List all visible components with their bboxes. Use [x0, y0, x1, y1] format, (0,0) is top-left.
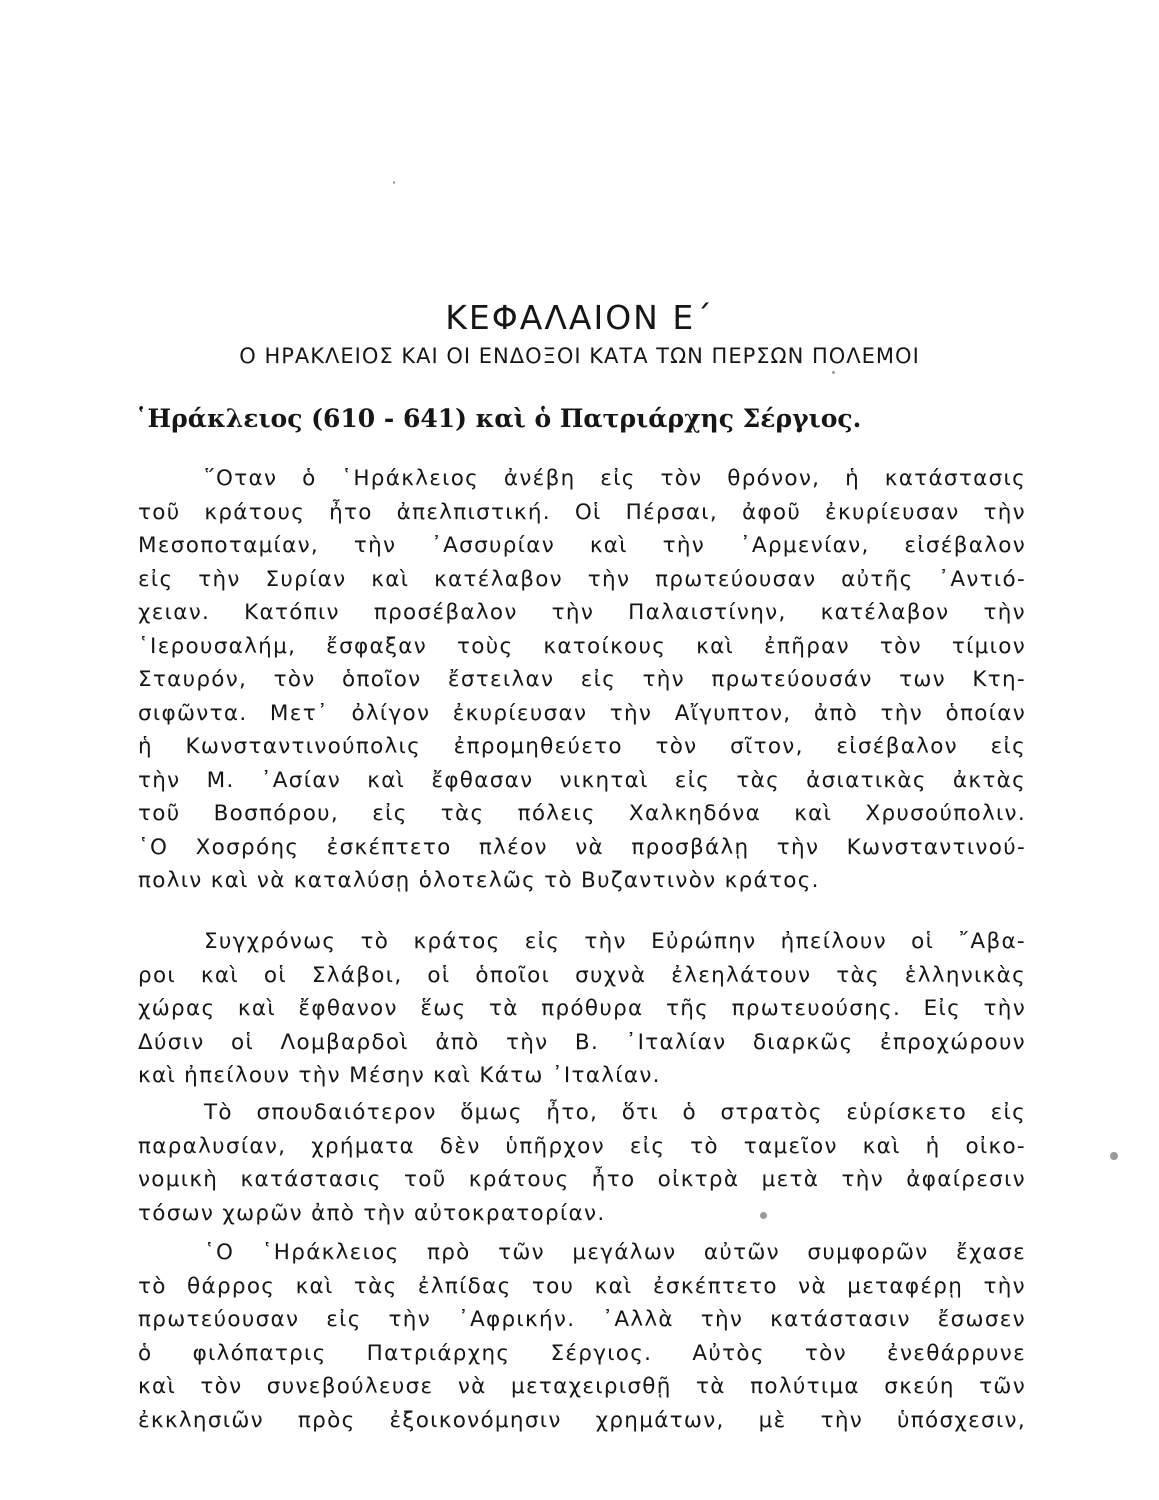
text-line: ῞Οταν ὁ ῾Ηράκλειος ἀνέβη εἰς τὸν θρόνον, ἡ κατάστασις [204, 466, 1026, 491]
text-line: Δύσιν οἱ Λομβαρδοὶ ἀπὸ τὴν Β. ᾿Ιταλίαν διαρκῶς ἐπροχώρουν [138, 1029, 1026, 1055]
text-line: εἰς τὴν Συρίαν καὶ κατέλαβον τὴν πρωτεύουσαν αὐτῆς ᾿Αντιό- [138, 566, 1026, 592]
text-line: τοῦ κράτους ἦτο ἀπελπιστική. Οἱ Πέρσαι, ἀφοῦ ἐκυρίευσαν τὴν [138, 499, 1026, 525]
text-line: ἐκκλησιῶν πρὸς ἐξοικονόμησιν χρημάτων, μὲ τὴν ὑπόσχεσιν, [138, 1407, 1026, 1433]
text-line: σιφῶντα. Μετ᾿ ὀλίγον ἐκυρίευσαν τὴν Αἴγυπτον, ἀπὸ τὴν ὁποίαν [138, 700, 1026, 726]
text-line: ὁ φιλόπατρις Πατριάρχης Σέργιος. Αὐτὸς τὸν ἐνεθάρρυνε [138, 1340, 1026, 1366]
scan-speck [393, 181, 395, 184]
text-line: ἡ Κωνσταντινούπολις ἐπρομηθεύετο τὸν σῖτον, εἰσέβαλον εἰς [138, 734, 1026, 759]
text-line: καὶ ἠπείλουν τὴν Μέσην καὶ Κάτω ᾿Ιταλίαν. [138, 1063, 661, 1088]
text-line: τὴν Μ. ᾿Ασίαν καὶ ἔφθασαν νικηταὶ εἰς τὰς ἀσιατικὰς ἀκτὰς [138, 767, 1026, 793]
text-line: παραλυσίαν, χρήματα δὲν ὑπῆρχον εἰς τὸ ταμεῖον καὶ ἡ οἰκο- [138, 1133, 1026, 1159]
scan-speck [832, 371, 835, 374]
text-line: ῾Ο Χοσρόης ἐσκέπτετο πλέον νὰ προσβάλῃ τὴν Κωνσταντινού- [138, 834, 1026, 860]
paragraph-3 [138, 1096, 1026, 1230]
text-line: νομικὴ κατάστασις τοῦ κράτους ἦτο οἰκτρὰ μετὰ τὴν ἀφαίρεσιν [138, 1167, 1026, 1192]
paragraph-4 [138, 1236, 1026, 1437]
section-heading: ῾Ηράκλειος (610 - 641) καὶ ὁ Πατριάρχης Σέργιος. [135, 404, 862, 433]
text-line: τοῦ Βοσπόρου, εἰς τὰς πόλεις Χαλκηδόνα καὶ Χρυσούπολιν. [138, 801, 1026, 826]
paragraph-2 [138, 925, 1026, 1093]
scan-speck [1110, 1152, 1118, 1160]
chapter-title: ΚΕΦΑΛΑΙΟΝ Ε΄ [445, 298, 714, 338]
text-line: Συγχρόνως τὸ κράτος εἰς τὴν Εὐρώπην ἠπείλουν οἱ ῎Αβα- [204, 929, 1026, 954]
text-line: Μεσοποταμίαν, τὴν ᾿Ασσυρίαν καὶ τὴν ᾿Αρμενίαν, εἰσέβαλον [138, 533, 1026, 558]
text-line: ροι καὶ οἱ Σλάβοι, οἱ ὁποῖοι συχνὰ ἐλεηλάτουν τὰς ἑλληνικὰς [138, 962, 1026, 988]
text-line: Τὸ σπουδαιότερον ὅμως ἦτο, ὅτι ὁ στρατὸς εὑρίσκετο εἰς [204, 1100, 1026, 1125]
scan-speck [760, 1212, 767, 1219]
text-line: Σταυρόν, τὸν ὁποῖον ἔστειλαν εἰς τὴν πρωτεύουσάν των Κτη- [138, 667, 1026, 692]
text-line: τὸ θάρρος καὶ τὰς ἐλπίδας του καὶ ἐσκέπτετο νὰ μεταφέρῃ τὴν [138, 1273, 1026, 1299]
text-line: ῾Ο ῾Ηράκλειος πρὸ τῶν μεγάλων αὐτῶν συμφορῶν ἔχασε [204, 1240, 1026, 1265]
text-line: πρωτεύουσαν εἰς τὴν ᾿Αφρικήν. ᾿Αλλὰ τὴν κατάστασιν ἔσωσεν [138, 1307, 1026, 1332]
text-line: πολιν καὶ νὰ καταλύσῃ ὁλοτελῶς τὸ Βυζαντινὸν κράτος. [138, 868, 820, 893]
text-line: χώρας καὶ ἔφθανον ἕως τὰ πρόθυρα τῆς πρωτευούσης. Εἰς τὴν [138, 996, 1026, 1021]
text-line: τόσων χωρῶν ἀπὸ τὴν αὐτοκρατορίαν. [138, 1200, 606, 1226]
chapter-subtitle: Ο ΗΡΑΚΛΕΙΟΣ ΚΑΙ ΟΙ ΕΝΔΟΞΟΙ ΚΑΤΑ ΤΩΝ ΠΕΡΣΩΝ ΠΟΛΕΜΟΙ [239, 344, 920, 368]
text-line: ῾Ιερουσαλήμ, ἔσφαξαν τοὺς κατοίκους καὶ ἐπῆραν τὸν τίμιον [138, 633, 1026, 659]
text-line: χειαν. Κατόπιν προσέβαλον τὴν Παλαιστίνην, κατέλαβον τὴν [138, 600, 1026, 625]
paragraph-1 [138, 462, 1026, 898]
text-line: καὶ τὸν συνεβούλευσε νὰ μεταχειρισθῇ τὰ πολύτιμα σκεύη τῶν [138, 1374, 1026, 1399]
